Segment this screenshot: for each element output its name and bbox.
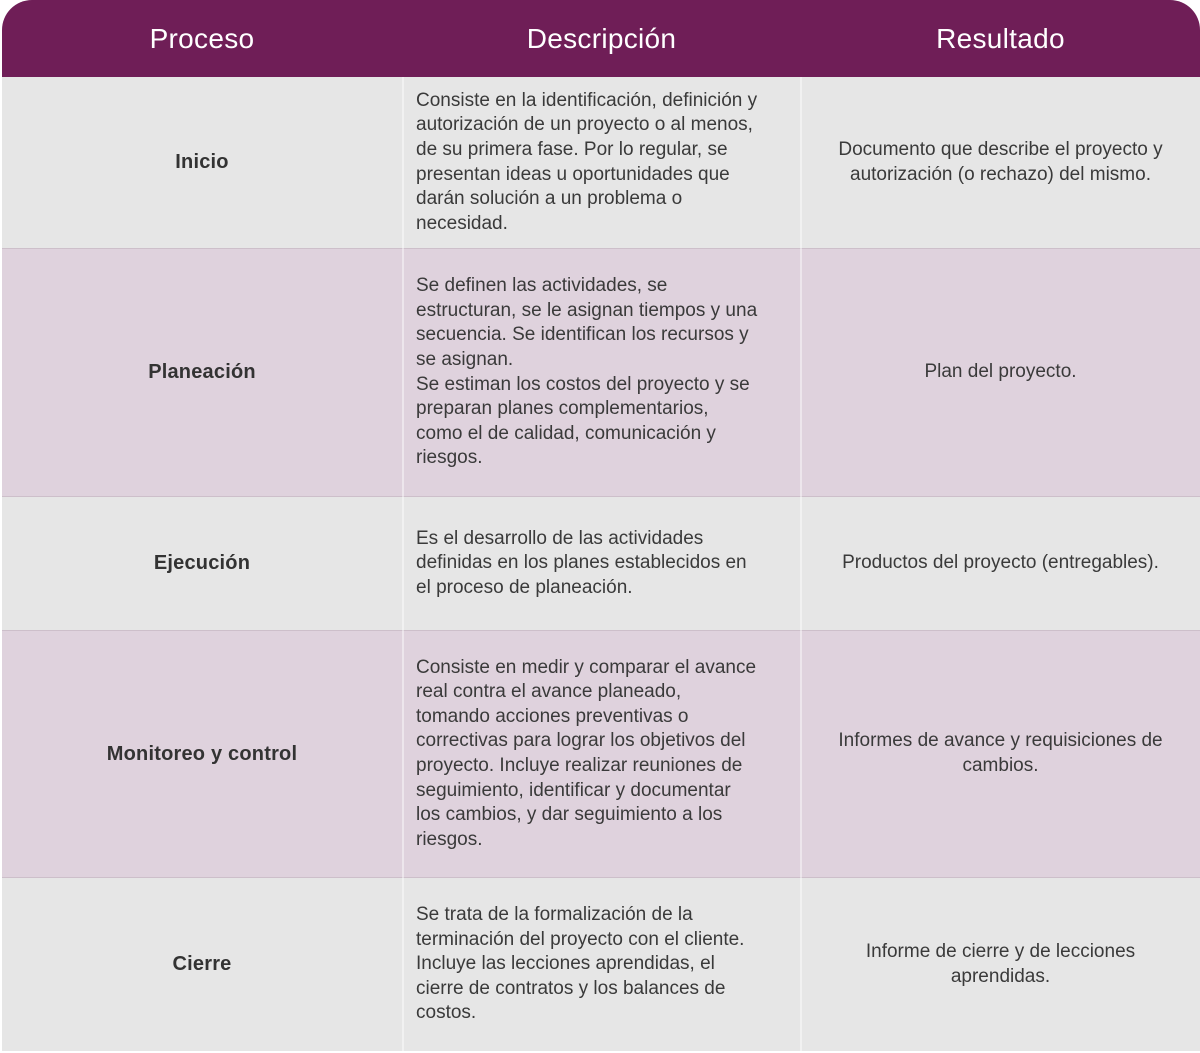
table-row-ejecucion bbox=[2, 497, 1200, 630]
table-row-planeacion bbox=[2, 249, 1200, 496]
descripcion-text: Consiste en medir y comparar el avance real contra el avance planeado, tomando acciones preventivas o correctivas para lograr los objetivos del proyecto. Incluye realizar reuniones de seguimiento, identificar y documentar los cambios, y dar seguimiento a los riesgos. bbox=[416, 656, 757, 850]
cell-resultado bbox=[801, 249, 1200, 496]
table-header bbox=[2, 0, 1200, 77]
column-divider bbox=[402, 77, 404, 1053]
proceso-label: Cierre bbox=[172, 953, 232, 975]
cell-proceso bbox=[2, 631, 402, 877]
cell-resultado bbox=[801, 497, 1200, 630]
resultado-text: Informe de cierre y de lecciones aprendidas. bbox=[865, 940, 1136, 987]
cell-resultado bbox=[801, 631, 1200, 877]
descripcion-text: Consiste en la identificación, definición y autorización de un proyecto o al menos, de su primera fase. Por lo regular, se presentan ideas u oportunidades que darán solución a un problema o necesidad. bbox=[416, 89, 758, 234]
cell-resultado bbox=[801, 77, 1200, 248]
cell-proceso bbox=[2, 77, 402, 248]
descripcion-text: Es el desarrollo de las actividades definidas en los planes establecidos en el proceso de planeación. bbox=[416, 527, 747, 598]
proceso-label: Monitoreo y control bbox=[106, 742, 298, 765]
descripcion-text: Se definen las actividades, se estructuran, se le asignan tiempos y una secuencia. Se identifican los recursos y se asignan. Se estiman los costos del proyecto y se preparan planes complementarios, como el de calidad, comunicación y riesgos. bbox=[416, 275, 758, 469]
cell-descripcion bbox=[402, 878, 801, 1051]
resultado-text: Informes de avance y requisiciones de cambios. bbox=[838, 730, 1163, 776]
header-descripcion: Descripción bbox=[526, 22, 677, 54]
resultado-text: Documento que describe el proyecto y autorización (o rechazo) del mismo. bbox=[838, 138, 1163, 185]
descripcion-text: Se trata de la formalización de la terminación del proyecto con el cliente. Incluye las lecciones aprendidas, el cierre de contratos y los balances de costos. bbox=[416, 904, 745, 1024]
resultado-text: Productos del proyecto (entregables). bbox=[842, 552, 1159, 574]
cell-proceso bbox=[2, 249, 402, 496]
cell-proceso bbox=[2, 878, 402, 1051]
table-row-inicio bbox=[2, 77, 1200, 248]
table-row-cierre bbox=[2, 878, 1200, 1051]
proceso-label: Ejecución bbox=[153, 552, 251, 574]
resultado-text: Plan del proyecto. bbox=[924, 361, 1077, 383]
cell-descripcion bbox=[402, 631, 801, 877]
cell-descripcion bbox=[402, 249, 801, 496]
cell-resultado bbox=[801, 878, 1200, 1051]
header-resultado: Resultado bbox=[936, 22, 1065, 54]
header-proceso: Proceso bbox=[149, 22, 255, 54]
cell-descripcion bbox=[402, 497, 801, 630]
process-table bbox=[2, 0, 1200, 1053]
column-divider bbox=[800, 77, 802, 1053]
cell-descripcion bbox=[402, 77, 801, 248]
proceso-label: Inicio bbox=[175, 151, 229, 173]
proceso-label: Planeación bbox=[148, 361, 256, 383]
table-row-monitoreo bbox=[2, 631, 1200, 877]
cell-proceso bbox=[2, 497, 402, 630]
